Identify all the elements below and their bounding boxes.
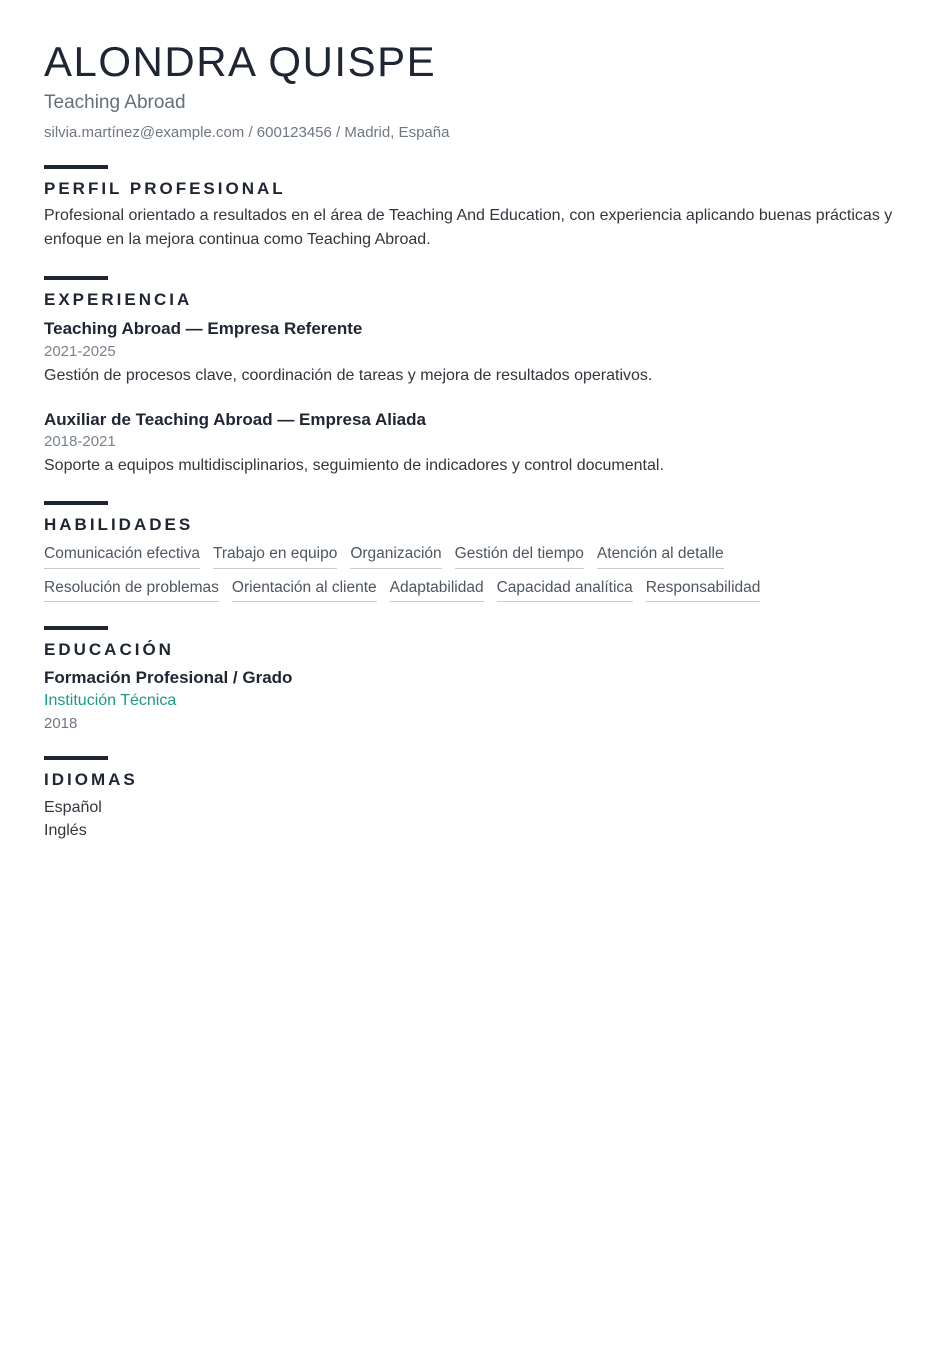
job-description: Gestión de procesos clave, coordinación de tareas y mejora de resultados operativos. — [44, 366, 653, 384]
education-institution: Institución Técnica — [44, 691, 177, 709]
skill-chip: Atención al detalle — [597, 544, 724, 568]
profile-heading: PERFIL PROFESIONAL — [44, 179, 286, 199]
language-item: Español — [44, 798, 102, 816]
education-year: 2018 — [44, 714, 78, 732]
job-entry — [44, 318, 908, 386]
job-dates: 2018-2021 — [44, 432, 116, 450]
section-divider-bar — [44, 165, 108, 169]
job-title: Auxiliar de Teaching Abroad — Empresa Aliada — [44, 409, 426, 429]
section-profile — [44, 165, 908, 252]
section-divider-bar — [44, 276, 108, 280]
experience-heading: EXPERIENCIA — [44, 290, 193, 310]
skill-chip: Gestión del tiempo — [455, 544, 584, 568]
job-dates: 2021-2025 — [44, 342, 116, 360]
section-education — [44, 626, 908, 732]
skill-chip: Orientación al cliente — [232, 578, 377, 602]
skill-chip: Adaptabilidad — [390, 578, 484, 602]
skill-chip: Responsabilidad — [646, 578, 761, 602]
job-description: Soporte a equipos multidisciplinarios, seguimiento de indicadores y control documental. — [44, 456, 664, 474]
section-divider-bar — [44, 626, 108, 630]
section-experience — [44, 276, 908, 477]
education-degree: Formación Profesional / Grado — [44, 667, 293, 687]
candidate-role: Teaching Abroad — [44, 92, 186, 114]
language-item: Inglés — [44, 821, 87, 839]
section-divider-bar — [44, 756, 108, 760]
skill-chip: Resolución de problemas — [44, 578, 219, 602]
skill-chip: Capacidad analítica — [497, 578, 633, 602]
section-skills — [44, 501, 908, 602]
resume-header — [44, 38, 908, 141]
job-title: Teaching Abroad — Empresa Referente — [44, 319, 363, 339]
profile-text: Profesional orientado a resultados en el área de Teaching And Education, con experiencia aplicando buenas prácticas y enfoque en la mejora continua como Teaching Abroad. — [44, 207, 893, 249]
education-entry — [44, 668, 908, 732]
skills-list — [44, 544, 908, 602]
skills-heading: HABILIDADES — [44, 515, 194, 535]
education-heading: EDUCACIÓN — [44, 639, 174, 659]
languages-list — [44, 796, 908, 842]
skill-chip: Trabajo en equipo — [213, 544, 337, 568]
section-divider-bar — [44, 501, 108, 505]
languages-heading: IDIOMAS — [44, 769, 138, 789]
skill-chip: Organización — [350, 544, 441, 568]
candidate-name: ALONDRA QUISPE — [44, 38, 437, 85]
section-languages — [44, 756, 908, 842]
job-entry — [44, 409, 908, 477]
skill-chip: Comunicación efectiva — [44, 544, 200, 568]
contact-line: silvia.martínez@example.com / 600123456 / Madrid, España — [44, 124, 450, 142]
